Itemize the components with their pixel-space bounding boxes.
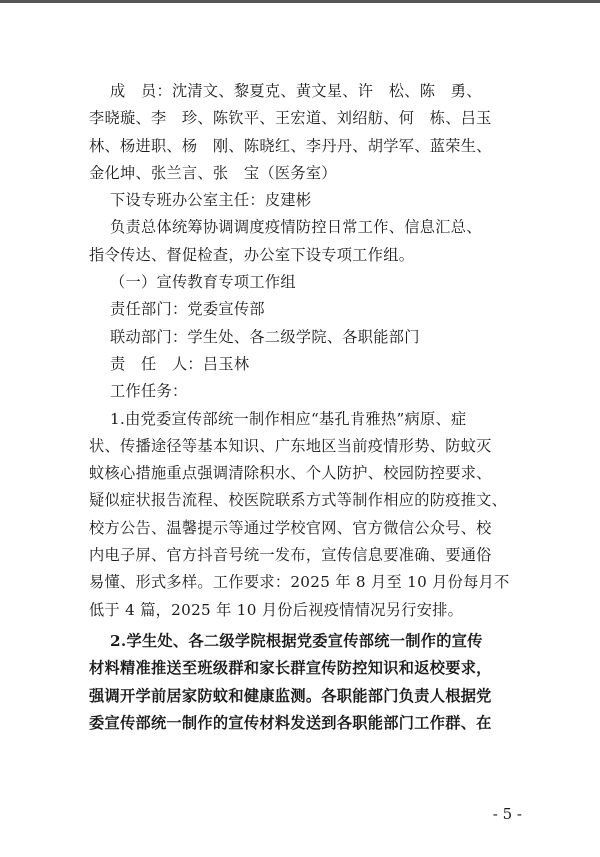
text-line: 指令传达、督促检查，办公室下设专项工作组。 (89, 245, 415, 264)
text-line: 责任部门：党委宣传部 (110, 300, 265, 319)
scan-edge (0, 0, 600, 3)
document-body (89, 78, 520, 737)
text-line: 下设专班办公室主任：皮建彬 (110, 191, 312, 210)
text-line: 委宣传部统一制作的宣传材料发送到各职能部门工作群、在 (89, 713, 492, 732)
section-heading: （一）宣传教育专项工作组 (110, 273, 296, 292)
text-line: 低于 4 篇，2025 年 10 月份后视疫情情况另行安排。 (89, 600, 464, 619)
text-line: 易懂、形式多样。工作要求：2025 年 8 月至 10 月份每月不 (89, 573, 510, 592)
text-line: 校方公告、温馨提示等通过学校官网、官方微信公众号、校 (89, 518, 492, 537)
text-line: 2.学生处、各二级学院根据党委宣传部统一制作的宣传 (110, 631, 483, 650)
text-line: 李晓璇、李 珍、陈钦平、王宏道、刘绍舫、何 栋、吕玉 (89, 109, 492, 128)
text-line: 蚊核心措施重点强调清除积水、个人防护、校园防控要求、 (89, 464, 492, 483)
text-line: 金化坤、张兰言、张 宝（医务室） (89, 163, 337, 182)
text-line: 1.由党委宣传部统一制作相应“基孔肯雅热”病原、症 (110, 409, 467, 428)
text-line: 负责总体统筹协调调度疫情防控日常工作、信息汇总、 (110, 218, 482, 237)
text-line: 强调开学前居家防蚊和健康监测。各职能部门负责人根据党 (89, 686, 492, 705)
text-line: 内电子屏、官方抖音号统一发布，宣传信息要准确、要通俗 (89, 546, 492, 565)
page-number: - 5 - (492, 805, 522, 823)
text-line: 联动部门：学生处、各二级学院、各职能部门 (110, 327, 420, 346)
text-line: 工作任务： (110, 382, 188, 401)
text-line: 成 员：沈清文、黎夏克、黄文星、许 松、陈 勇、 (110, 82, 482, 100)
text-line: 状、传播途径等基本知识、广东地区当前疫情形势、防蚊灭 (89, 436, 492, 455)
text-line: 林、杨进职、杨 刚、陈晓红、李丹丹、胡学军、蓝荣生、 (89, 136, 492, 155)
text-line: 疑似症状报告流程、校医院联系方式等制作相应的防疫推文、 (89, 491, 508, 510)
text-line: 材料精准推送至班级群和家长群宣传防控知识和返校要求， (89, 659, 492, 678)
text-line: 责 任 人：吕玉林 (110, 354, 250, 373)
